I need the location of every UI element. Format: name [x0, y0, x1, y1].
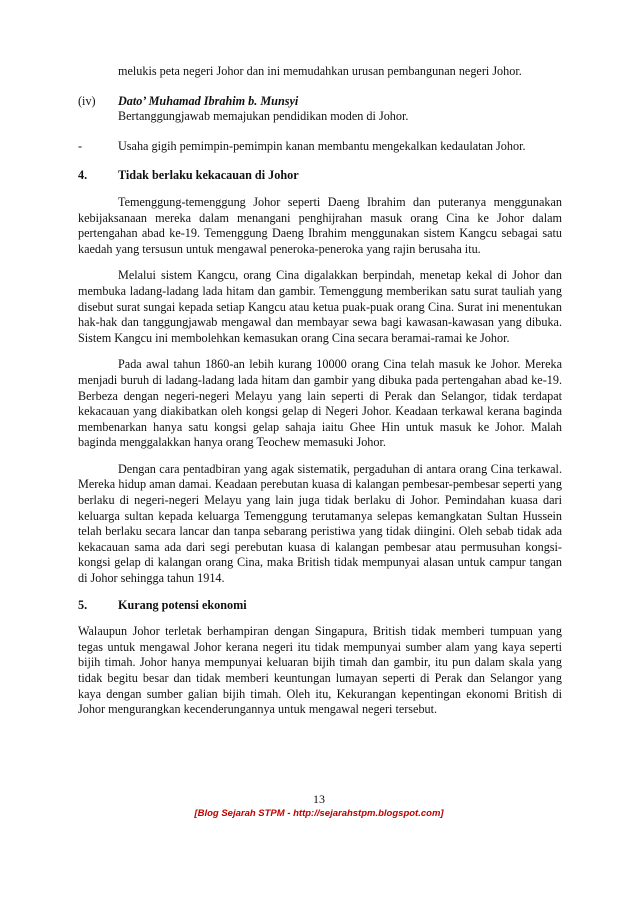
item-iv-text: Bertanggungjawab memajukan pendidikan moden di Johor. [118, 109, 409, 124]
section-5-paragraph: Walaupun Johor terletak berhampiran dengan Singapura, British tidak memberi tumpuan yang tegas untuk mengawal Johor kerana negeri itu tidak mempunyai sumber alam yang kaya seperti bijih timah. Johor hanya mempunyai keluaran bijih timah dan gambir, itu pun dalam skala yang tidak begitu besar dan tidak memberi keuntungan lumayan seperti di Perak dan Selangor yang kaya dengan sumber galian bijih timah. Oleh itu, Kekurangan kepentingan ekonomi British di Johor mengurangkan kecenderungannya untuk mengawal negeri tersebut. [78, 624, 562, 717]
section-4-title: Tidak berlaku kekacauan di Johor [118, 168, 299, 183]
blog-link[interactable]: [Blog Sejarah STPM - http://sejarahstpm.blogspot.com] [194, 808, 444, 819]
item-dash [78, 139, 562, 155]
section-5-title: Kurang potensi ekonomi [118, 597, 247, 612]
page-number: 13 [313, 792, 325, 806]
item-iv-title: Dato’ Muhamad Ibrahim b. Munsyi [118, 93, 299, 108]
page-content [78, 64, 562, 718]
section-4-paragraph: Dengan cara pentadbiran yang agak sistematik, pergaduhan di antara orang Cina terkawal. Mereka hidup aman damai. Keadaan perebutan kuasa di kalangan pembesar-pembesar seperti yang berlaku di negeri-negeri Melayu yang lain juga tidak berlaku di Johor. Pemindahan kuasa dari keluarga sultan kepada keluarga Temenggung terutamanya selepas kemangkatan Sultan Hussein telah berlaku secara lancar dan tanpa sebarang peristiwa yang tidak diingini. Oleh sebab tidak ada kekacauan sama ada dari segi perebutan kuasa di kalangan pembesar atau permusuhan kongsi-kongsi gelap di kalangan orang Cina, maka British tidak mempunyai alasan untuk campur tangan di Johor sehingga tahun 1914. [78, 461, 562, 586]
section-5-number: 5. [78, 597, 88, 612]
item-dash-text: Usaha gigih pemimpin-pemimpin kanan membantu mengekalkan kedaulatan Johor. [118, 138, 526, 153]
section-4-heading [78, 168, 562, 184]
item-iv-label: (iv) [78, 93, 96, 108]
item-dash-label: - [78, 138, 83, 153]
continued-line: melukis peta negeri Johor dan ini memudahkan urusan pembangunan negeri Johor. [118, 64, 522, 78]
section-5-heading [78, 598, 562, 614]
section-4-paragraph: Pada awal tahun 1860-an lebih kurang 10000 orang Cina telah masuk ke Johor. Mereka menjadi buruh di ladang-ladang lada hitam dan gambir yang dibuka pada pertengahan abad ke-19. Berbeza dengan negeri-negeri Melayu yang lain seperti di Perak dan Selangor, tidak terdapat kekacauan yang diakibatkan oleh kongsi gelap di Negeri Johor. Keadaan terkawal kerana baginda membenarkan hanya satu kongsi gelap sahaja iaitu Ghee Hin untuk masuk ke Johor. Malah baginda menggalakkan hanya orang Teochew memasuki Johor. [78, 357, 562, 450]
section-4-paragraph: Temenggung-temenggung Johor seperti Daeng Ibrahim dan puteranya menggunakan kebijaksanaan mereka dalam menangani penghijrahan masuk orang Cina ke Johor dalam pertengahan abad ke-19. Temenggung Daeng Ibrahim menggunakan sistem Kangcu sebagai satu kaedah yang tersusun untuk mengawal peneroka-peneroka yang rajin berusaha itu. [78, 194, 562, 256]
section-4-paragraph: Melalui sistem Kangcu, orang Cina digalakkan berpindah, menetap kekal di Johor dan membuka ladang-ladang lada hitam dan gambir. Temenggung memberikan satu surat tauliah yang disebut surat sungai kepada setiap Kangcu atau ketua puak-puak orang Cina. Surat ini menentukan hak-hak dan tanggungjawab mengawal dan membayar sewa bagi kawasan-kawasan yang dibuka. Sistem Kangcu ini membolehkan kemasukan orang Cina secara beramai-ramai ke Johor. [78, 268, 562, 345]
section-4-number: 4. [78, 168, 88, 183]
item-iv [78, 94, 562, 125]
